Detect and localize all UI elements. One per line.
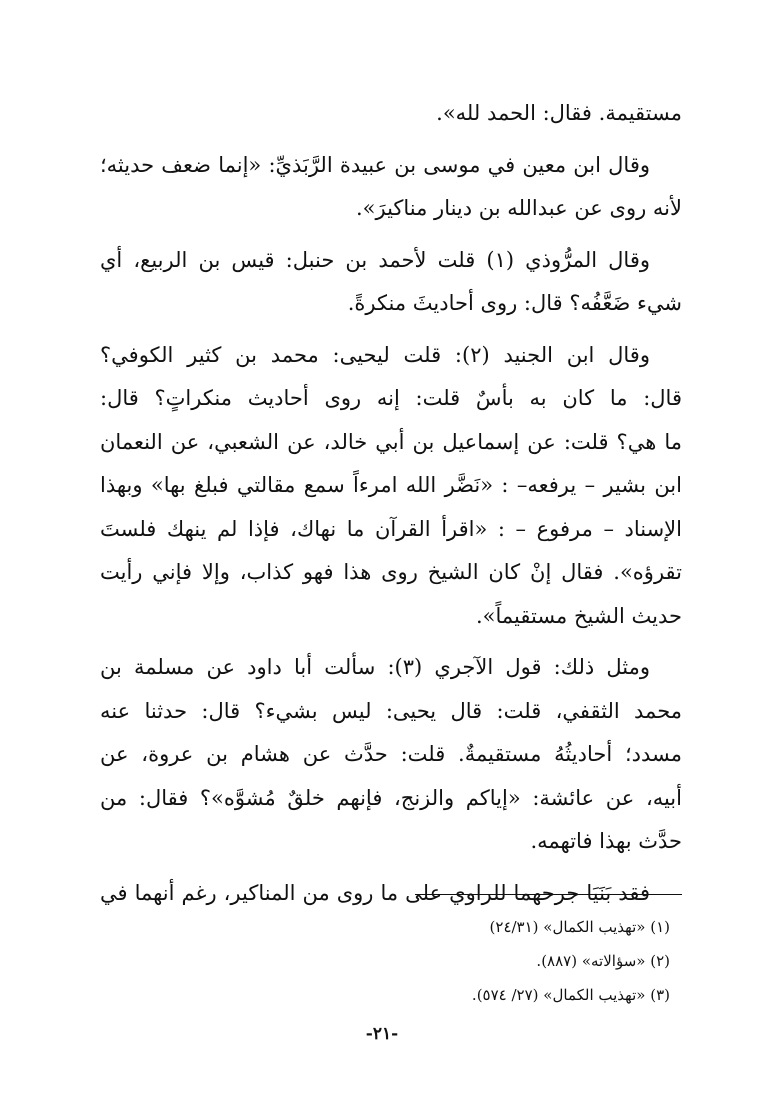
- text-line: حدَّث بهذا فاتهمه.: [530, 829, 682, 853]
- text-line: مسدد؛ أحاديثُهُ مستقيمةٌ. قلت: حدَّث عن هشام بن عروة، عن: [100, 742, 682, 766]
- footnote: (٢) «سؤالاته» (٨٨٧).: [536, 952, 670, 970]
- footnote: (٣) «تهذيب الكمال» (٢٧/ ٥٧٤).: [471, 986, 670, 1004]
- text-line: حديث الشيخ مستقيماً».: [475, 603, 682, 628]
- paragraph-gap: [100, 231, 682, 239]
- text-line: قال: ما كان به بأسٌ قلت: إنه روى أحاديث منكراتٍ؟ قال:: [100, 386, 682, 410]
- text-line: وقال ابن الجنيد (٢): قلت ليحيى: محمد بن كثير الكوفي؟: [100, 342, 650, 367]
- paragraph-gap: [100, 864, 682, 872]
- paragraph-gap: [100, 326, 682, 334]
- text-line: فقد بَنَيَا جرحهما للراوي على ما روى من المناكير، رغم أنهما في: [100, 880, 650, 905]
- text-line: ما هي؟ قلت: عن إسماعيل بن أبي خالد، عن الشعبي، عن النعمان: [100, 429, 682, 454]
- text-line: وقال المرُّوذي (١) قلت لأحمد بن حنبل: قيس بن الربيع، أي: [100, 247, 651, 272]
- footnote: (١) «تهذيب الكمال» (٢٤/٣١): [489, 918, 670, 936]
- text-line: وقال ابن معين في موسى بن عبيدة الرَّبَذيِّ: «إنما ضعف حديثه؛: [100, 152, 650, 177]
- text-line: ابن بشير – يرفعه– : «نَضَّر الله امرءاً سمع مقالتي فبلغ بها» وبهذا: [100, 473, 682, 497]
- footnotes: [200, 910, 670, 1012]
- text-line: الإسناد – مرفوع – : «اقرأ القرآن ما نهاك، فإذا لم ينهك فلستَ: [100, 516, 682, 541]
- page-body: [100, 92, 682, 915]
- text-line: أبيه، عن عائشة: «إياكم والزنج، فإنهم خلقٌ مُشوَّه»؟ فقال: من: [100, 785, 682, 810]
- paragraph-gap: [100, 136, 682, 144]
- text-line: ومثل ذلك: قول الآجري (٣): سألت أبا داود عن مسلمة بن: [100, 655, 650, 679]
- paragraph-gap: [100, 638, 682, 646]
- text-line: شيء ضَعَّفُه؟ قال: روى أحاديثَ منكرةً.: [347, 291, 682, 315]
- text-line: مستقيمة. فقال: الحمد لله».: [436, 101, 682, 125]
- page-number: -٢١-: [365, 1024, 399, 1044]
- text-line: محمد الثقفي، قلت: قال يحيى: ليس بشيء؟ قال: حدثنا عنه: [100, 698, 682, 723]
- footnote-separator: [415, 894, 682, 895]
- text-line: تقرؤه». فقال إنْ كان الشيخ روى هذا فهو كذاب، وإلا فإني رأيت: [100, 560, 682, 584]
- text-line: لأنه روى عن عبدالله بن دينار مناكيرَ».: [355, 196, 682, 220]
